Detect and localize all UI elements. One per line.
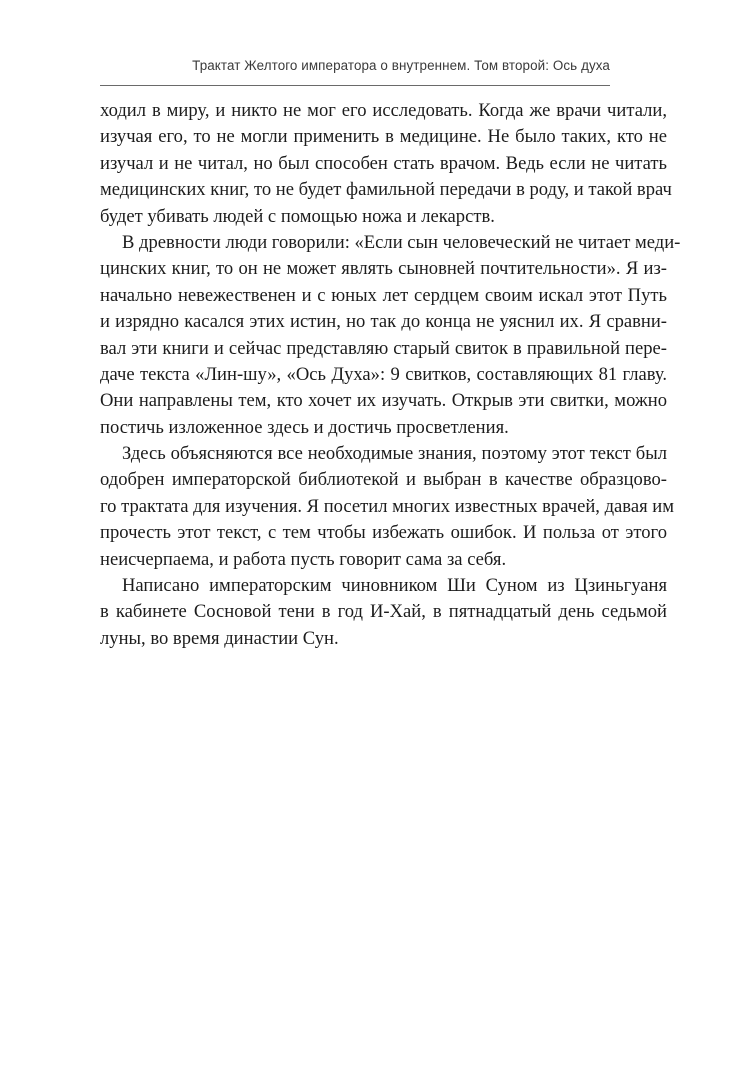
- text-line: будет убивать людей с помощью ножа и лекарств.: [100, 205, 495, 227]
- text-line: медицинских книг, то не будет фамильной передачи в роду, и такой врач: [100, 179, 672, 201]
- text-line: луны, во время династии Сун.: [100, 627, 339, 649]
- text-line: изучая его, то не могли применить в медицине. Не было таких, кто не: [100, 126, 667, 148]
- running-header: Трактат Желтого императора о внутреннем. Том второй: Ось духа: [192, 58, 610, 73]
- text-line: постичь изложенное здесь и достичь просветления.: [100, 416, 509, 438]
- paragraph: [100, 573, 667, 652]
- body-text: [100, 98, 681, 652]
- text-line: вал эти книги и сейчас представляю старый свиток в правильной пере-: [100, 337, 667, 359]
- text-line: даче текста «Лин-шу», «Ось Духа»: 9 свитков, составляющих 81 главу.: [100, 363, 667, 385]
- text-line: ходил в миру, и никто не мог его исследовать. Когда же врачи читали,: [100, 100, 667, 121]
- text-line: цинских книг, то он не может являть сыновней почтительности». Я из-: [100, 258, 667, 280]
- paragraph: [100, 98, 672, 230]
- text-line: и изрядно касался этих истин, но так до конца не уяснил их. Я сравни-: [100, 311, 667, 333]
- text-line: Они направлены тем, кто хочет их изучать. Открыв эти свитки, можно: [100, 390, 667, 412]
- text-line: го трактата для изучения. Я посетил многих известных врачей, давая им: [100, 495, 675, 517]
- text-line: Здесь объясняются все необходимые знания, поэтому этот текст был: [122, 443, 667, 465]
- text-line: изучал и не читал, но был способен стать врачом. Ведь если не читать: [100, 152, 667, 174]
- text-line: неисчерпаема, и работа пусть говорит сама за себя.: [100, 548, 507, 570]
- text-line: в кабинете Сосновой тени в год И-Хай, в пятнадцатый день седьмой: [100, 601, 667, 623]
- header-rule: [100, 85, 610, 86]
- paragraph: [100, 230, 681, 441]
- text-line: начально невежественен и с юных лет сердцем своим искал этот Путь: [100, 284, 667, 306]
- paragraph: [100, 441, 675, 573]
- text-line: прочесть этот текст, с тем чтобы избежать ошибок. И польза от этого: [100, 522, 667, 544]
- text-line: одобрен императорской библиотекой и выбран в качестве образцово-: [100, 469, 667, 491]
- text-line: Написано императорским чиновником Ши Суном из Цзиньгуаня: [122, 575, 667, 597]
- text-line: В древности люди говорили: «Если сын человеческий не читает меди-: [122, 231, 681, 253]
